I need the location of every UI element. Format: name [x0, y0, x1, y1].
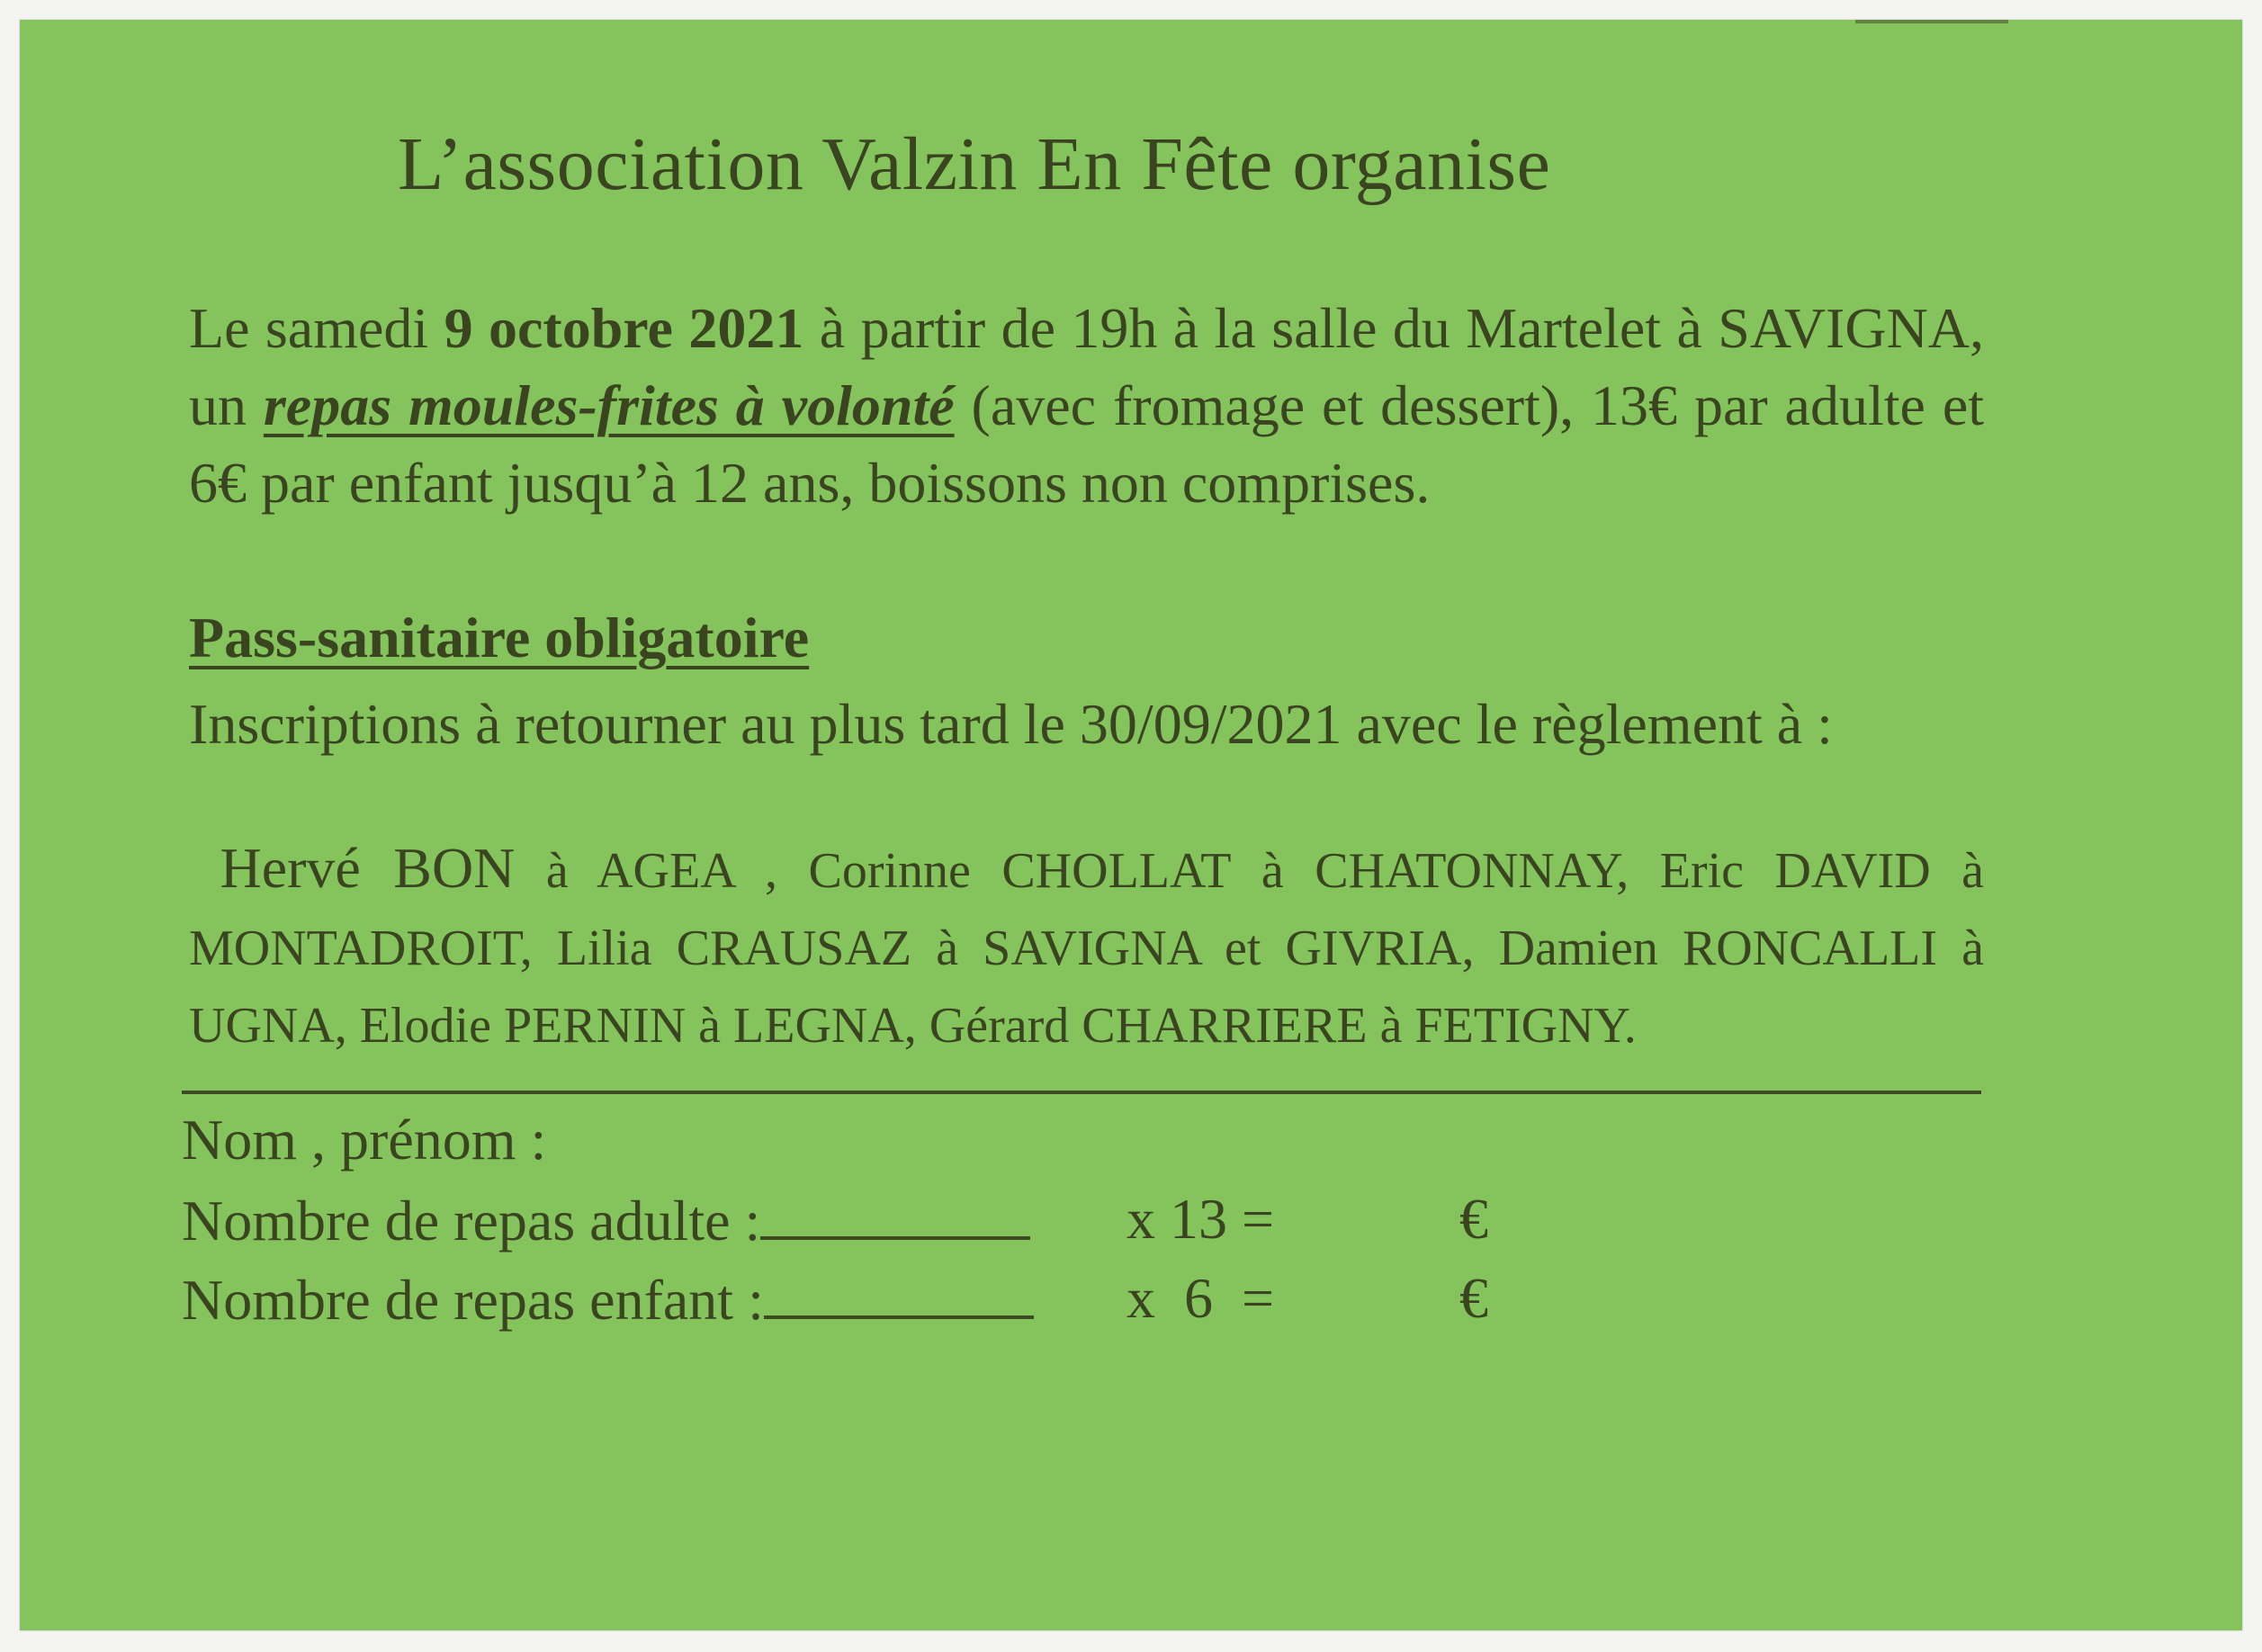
child-euro-symbol: €	[1459, 1266, 1488, 1330]
intro-text-2: à partir de 19h à la salle du Martelet à SAVIGNA, un	[189, 296, 1985, 437]
child-multiplier: x 6 =	[1127, 1266, 1275, 1330]
pass-sanitaire-heading: Pass-sanitaire obligatoire	[189, 606, 810, 669]
contacts-list	[189, 830, 1984, 1064]
intro-text-1: Le samedi	[189, 296, 444, 360]
contact-first: Hervé BON	[220, 836, 516, 900]
corner-mark	[1855, 20, 2008, 23]
event-date: 9 octobre 2021	[444, 296, 804, 360]
child-meals-row	[182, 1265, 1034, 1333]
flyer-title: L’association Valzin En Fête organise	[398, 122, 1551, 206]
adult-meals-blank[interactable]	[760, 1186, 1030, 1240]
meal-name: repas moules-frites à volonté	[263, 373, 955, 437]
child-meals-label: Nombre de repas enfant :	[182, 1268, 764, 1332]
name-field-label: Nom , prénom :	[182, 1108, 547, 1172]
adult-multiplier: x 13 =	[1127, 1187, 1275, 1251]
divider-line	[182, 1091, 1981, 1094]
child-meals-blank[interactable]	[764, 1265, 1034, 1319]
contact-rest: à AGEA , Corinne CHOLLAT à CHATONNAY, Eric DAVID à MONTADROIT, Lilia CRAUSAZ à SAVIGNA et GIVRIA, Damien RONCALLI à UGNA, Elodie PERNIN à LEGNA, Gérard CHARRIERE à FETIGNY.	[189, 843, 1984, 1054]
adult-euro-symbol: €	[1459, 1187, 1488, 1251]
event-description	[189, 290, 1984, 522]
flyer-sheet	[20, 20, 2242, 1630]
adult-meals-row	[182, 1186, 1030, 1254]
adult-meals-label: Nombre de repas adulte :	[182, 1189, 761, 1252]
registration-text: Inscriptions à retourner au plus tard le 30/09/2021 avec le règlement à :	[189, 692, 1833, 756]
intro-text-3: (avec fromage et dessert), 13€ par adulte et 6€ par enfant jusqu’à 12 ans, boissons non comprises.	[189, 373, 1984, 515]
